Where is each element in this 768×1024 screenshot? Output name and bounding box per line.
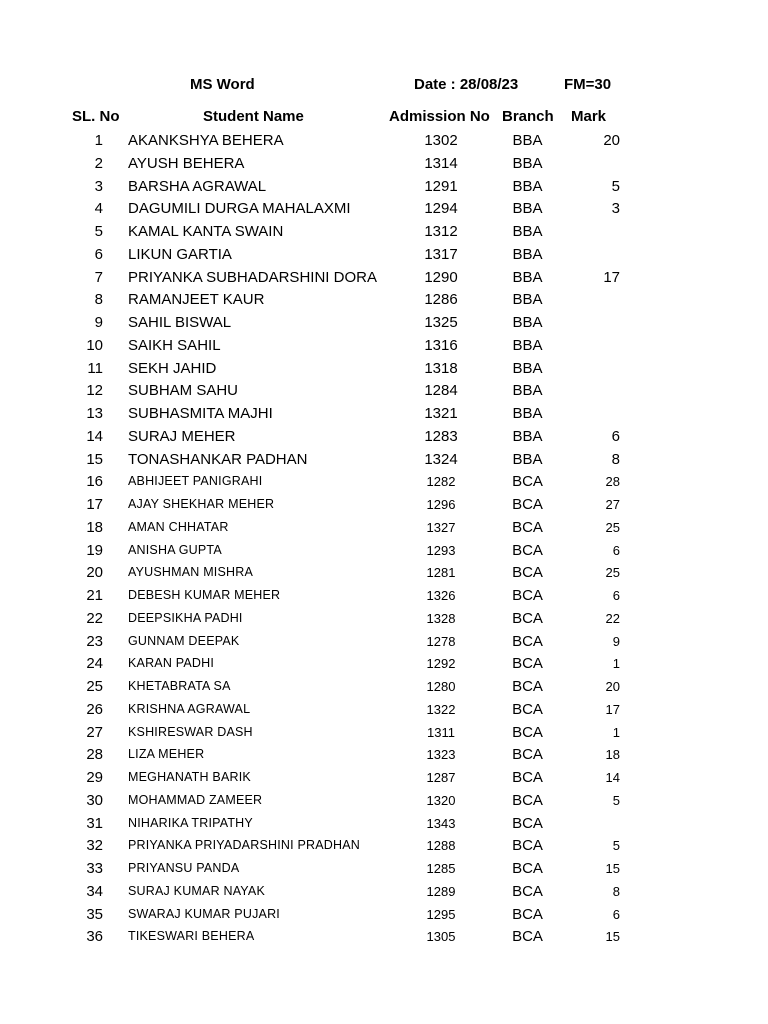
table-row: [0, 561, 768, 584]
row-mark: 20: [603, 132, 620, 149]
col-header-admission: Admission No: [389, 108, 490, 125]
row-mark: 1: [612, 656, 620, 672]
table-row: [0, 311, 768, 334]
row-student-name: AYUSH BEHERA: [128, 154, 245, 172]
table-row: [0, 698, 768, 721]
row-mark: 27: [605, 497, 620, 512]
row-admission-no: 1327: [426, 519, 456, 535]
row-branch: BBA: [512, 268, 543, 286]
row-branch: BCA: [512, 723, 543, 741]
row-branch: BCA: [512, 837, 543, 855]
table-row: [0, 607, 768, 630]
row-admission-no: 1284: [424, 382, 458, 400]
row-mark: 5: [612, 792, 620, 808]
row-sl-number: 31: [86, 814, 103, 832]
row-admission-no: 1296: [426, 497, 456, 512]
row-student-name: LIZA MEHER: [128, 747, 205, 762]
row-sl-number: 27: [86, 723, 103, 741]
row-sl-number: 10: [86, 336, 103, 354]
row-branch: BBA: [512, 200, 543, 218]
row-mark: 9: [612, 633, 620, 649]
row-sl-number: 8: [94, 291, 103, 309]
row-admission-no: 1324: [424, 450, 458, 468]
row-mark: 1: [612, 724, 620, 740]
row-admission-no: 1290: [424, 268, 458, 286]
row-student-name: DEEPSIKHA PADHI: [128, 610, 243, 625]
table-row: [0, 721, 768, 744]
table-row: [0, 220, 768, 243]
row-student-name: DAGUMILI DURGA MAHALAXMI: [128, 200, 351, 218]
table-row: [0, 197, 768, 220]
row-branch: BCA: [512, 655, 543, 673]
row-branch: BBA: [512, 223, 543, 240]
row-sl-number: 14: [86, 427, 103, 445]
row-branch: BCA: [512, 473, 543, 491]
table-row: [0, 834, 768, 857]
row-branch: BBA: [512, 154, 543, 172]
row-sl-number: 34: [86, 882, 103, 900]
row-student-name: KSHIRESWAR DASH: [128, 724, 253, 739]
row-branch: BCA: [512, 905, 543, 923]
subject-title: MS Word: [190, 76, 255, 93]
table-row: [0, 266, 768, 289]
table-row: [0, 516, 768, 539]
table-row: [0, 789, 768, 812]
row-branch: BCA: [512, 928, 543, 946]
table-row: [0, 448, 768, 471]
row-mark: 8: [611, 450, 620, 468]
col-header-sl: SL. No: [72, 108, 120, 125]
table-row: [0, 470, 768, 493]
row-sl-number: 7: [94, 268, 103, 286]
table-row: [0, 903, 768, 926]
row-sl-number: 19: [86, 541, 103, 559]
row-sl-number: 36: [86, 928, 103, 946]
row-admission-no: 1325: [424, 314, 458, 331]
col-header-name: Student Name: [203, 108, 304, 125]
table-row: [0, 857, 768, 880]
row-student-name: SWARAJ KUMAR PUJARI: [128, 906, 280, 921]
row-admission-no: 1278: [426, 633, 456, 649]
row-admission-no: 1326: [426, 588, 456, 603]
row-student-name: MEGHANATH BARIK: [128, 770, 251, 784]
row-mark: 15: [605, 929, 620, 945]
row-student-name: AJAY SHEKHAR MEHER: [128, 497, 275, 511]
table-row: [0, 539, 768, 562]
row-admission-no: 1295: [426, 906, 456, 922]
table-row: [0, 129, 768, 152]
row-student-name: RAMANJEET KAUR: [128, 291, 265, 309]
row-admission-no: 1320: [426, 792, 456, 808]
row-student-name: AMAN CHHATAR: [128, 519, 229, 534]
row-admission-no: 1292: [426, 656, 456, 672]
row-admission-no: 1321: [424, 405, 458, 422]
row-student-name: TIKESWARI BEHERA: [128, 929, 255, 944]
row-sl-number: 4: [94, 200, 103, 218]
row-branch: BCA: [512, 882, 543, 900]
row-sl-number: 35: [86, 905, 103, 923]
table-row: [0, 766, 768, 789]
row-branch: BBA: [512, 314, 543, 331]
row-mark: 22: [605, 610, 620, 626]
row-admission-no: 1286: [424, 291, 458, 309]
row-admission-no: 1343: [426, 815, 456, 831]
row-admission-no: 1291: [424, 177, 458, 195]
row-student-name: ANISHA GUPTA: [128, 542, 222, 557]
row-sl-number: 17: [86, 496, 103, 513]
row-mark: 5: [611, 177, 620, 195]
row-mark: 3: [611, 200, 620, 218]
row-sl-number: 2: [94, 154, 103, 172]
row-sl-number: 11: [87, 359, 103, 377]
row-admission-no: 1293: [426, 542, 456, 558]
row-student-name: TONASHANKAR PADHAN: [128, 450, 308, 468]
row-student-name: KAMAL KANTA SWAIN: [128, 223, 284, 240]
row-student-name: SURAJ MEHER: [128, 427, 236, 445]
row-sl-number: 18: [86, 518, 103, 536]
row-student-name: KHETABRATA SA: [128, 679, 231, 693]
row-sl-number: 1: [94, 132, 103, 149]
row-branch: BCA: [512, 814, 543, 832]
table-row: [0, 379, 768, 402]
row-sl-number: 3: [94, 177, 103, 195]
table-row: [0, 334, 768, 357]
row-branch: BBA: [512, 450, 543, 468]
row-sl-number: 29: [86, 769, 103, 786]
row-admission-no: 1317: [424, 245, 458, 263]
row-student-name: KARAN PADHI: [128, 656, 215, 671]
row-mark: 28: [605, 474, 620, 490]
table-row: [0, 743, 768, 766]
row-branch: BCA: [512, 746, 543, 764]
row-branch: BBA: [512, 382, 543, 400]
row-mark: 25: [605, 519, 620, 535]
row-admission-no: 1287: [426, 770, 456, 785]
row-branch: BCA: [512, 700, 543, 718]
row-mark: 25: [605, 565, 620, 581]
row-admission-no: 1314: [424, 154, 458, 172]
row-admission-no: 1288: [426, 838, 456, 854]
row-student-name: MOHAMMAD ZAMEER: [128, 792, 263, 807]
table-row: [0, 175, 768, 198]
col-header-mark: Mark: [571, 108, 607, 125]
row-sl-number: 30: [86, 791, 103, 809]
row-admission-no: 1323: [426, 747, 456, 763]
row-branch: BBA: [512, 291, 543, 309]
row-mark: 6: [611, 427, 620, 445]
row-admission-no: 1305: [426, 929, 456, 945]
row-sl-number: 20: [86, 564, 103, 582]
row-admission-no: 1316: [424, 336, 458, 354]
row-admission-no: 1285: [426, 861, 456, 876]
row-admission-no: 1328: [426, 610, 456, 626]
row-student-name: PRIYANKA PRIYADARSHINI PRADHAN: [128, 838, 360, 853]
row-admission-no: 1282: [426, 474, 456, 490]
row-mark: 15: [605, 861, 620, 876]
row-student-name: BARSHA AGRAWAL: [128, 177, 267, 195]
row-mark: 17: [605, 701, 620, 717]
row-admission-no: 1322: [426, 701, 456, 717]
row-sl-number: 33: [86, 860, 103, 877]
row-admission-no: 1281: [426, 565, 456, 581]
row-admission-no: 1289: [426, 883, 456, 899]
row-branch: BCA: [512, 587, 543, 604]
row-sl-number: 5: [94, 223, 103, 240]
row-student-name: PRIYANKA SUBHADARSHINI DORA: [128, 268, 377, 286]
row-admission-no: 1311: [427, 724, 455, 740]
row-branch: BCA: [512, 541, 543, 559]
row-mark: 6: [612, 542, 620, 558]
row-mark: 6: [612, 588, 620, 603]
row-branch: BCA: [512, 769, 543, 786]
table-row: [0, 288, 768, 311]
row-branch: BCA: [512, 564, 543, 582]
row-student-name: SUBHASMITA MAJHI: [128, 405, 273, 422]
row-student-name: KRISHNA AGRAWAL: [128, 701, 251, 716]
table-row: [0, 357, 768, 380]
table-row: [0, 652, 768, 675]
row-sl-number: 23: [86, 632, 103, 650]
table-row: [0, 812, 768, 835]
row-branch: BCA: [512, 860, 543, 877]
row-sl-number: 16: [86, 473, 103, 491]
table-row: [0, 584, 768, 607]
row-branch: BCA: [512, 678, 543, 695]
row-branch: BBA: [512, 359, 543, 377]
row-student-name: SAIKH SAHIL: [128, 336, 221, 354]
row-branch: BBA: [512, 132, 543, 149]
row-sl-number: 15: [86, 450, 103, 468]
row-sl-number: 26: [86, 700, 103, 718]
table-row: [0, 675, 768, 698]
row-branch: BCA: [512, 632, 543, 650]
full-marks: FM=30: [564, 76, 612, 93]
row-sl-number: 24: [86, 655, 103, 673]
row-student-name: DEBESH KUMAR MEHER: [128, 588, 281, 602]
row-student-name: SAHIL BISWAL: [128, 314, 232, 331]
row-branch: BCA: [512, 496, 543, 513]
row-admission-no: 1302: [424, 132, 458, 149]
row-sl-number: 25: [86, 678, 103, 695]
row-branch: BBA: [512, 336, 543, 354]
row-sl-number: 13: [86, 405, 103, 422]
row-admission-no: 1312: [424, 223, 458, 240]
row-student-name: LIKUN GARTIA: [128, 245, 232, 263]
row-student-name: AYUSHMAN MISHRA: [128, 565, 254, 580]
row-mark: 8: [612, 883, 620, 899]
row-branch: BBA: [512, 405, 543, 422]
row-sl-number: 21: [86, 587, 103, 604]
table-row: [0, 925, 768, 948]
row-sl-number: 9: [94, 314, 103, 331]
row-admission-no: 1318: [424, 359, 458, 377]
table-row: [0, 630, 768, 653]
row-student-name: PRIYANSU PANDA: [128, 861, 240, 875]
table-row: [0, 425, 768, 448]
row-mark: 20: [605, 679, 620, 694]
row-mark: 18: [605, 747, 620, 763]
row-branch: BCA: [512, 791, 543, 809]
col-header-branch: Branch: [502, 108, 554, 125]
row-student-name: AKANKSHYA BEHERA: [128, 132, 284, 149]
row-mark: 14: [605, 770, 620, 785]
row-branch: BBA: [512, 245, 543, 263]
table-row: [0, 243, 768, 266]
row-sl-number: 32: [86, 837, 103, 855]
row-sl-number: 28: [86, 746, 103, 764]
table-row: [0, 493, 768, 516]
row-mark: 17: [603, 268, 620, 286]
table-row: [0, 402, 768, 425]
row-student-name: GUNNAM DEEPAK: [128, 633, 240, 648]
row-admission-no: 1283: [424, 427, 458, 445]
row-student-name: NIHARIKA TRIPATHY: [128, 815, 253, 830]
row-student-name: ABHIJEET PANIGRAHI: [128, 474, 263, 489]
row-mark: 5: [612, 838, 620, 854]
row-student-name: SEKH JAHID: [128, 359, 217, 377]
row-sl-number: 22: [86, 609, 103, 627]
row-student-name: SUBHAM SAHU: [128, 382, 239, 400]
row-student-name: SURAJ KUMAR NAYAK: [128, 883, 265, 898]
row-admission-no: 1280: [426, 679, 456, 694]
row-mark: 6: [612, 906, 620, 922]
row-branch: BBA: [512, 427, 543, 445]
row-sl-number: 6: [94, 245, 103, 263]
row-branch: BBA: [512, 177, 543, 195]
exam-date: Date : 28/08/23: [414, 76, 519, 93]
row-sl-number: 12: [86, 382, 103, 400]
row-branch: BCA: [512, 518, 543, 536]
row-branch: BCA: [512, 609, 543, 627]
row-admission-no: 1294: [424, 200, 458, 218]
table-row: [0, 880, 768, 903]
table-row: [0, 152, 768, 175]
